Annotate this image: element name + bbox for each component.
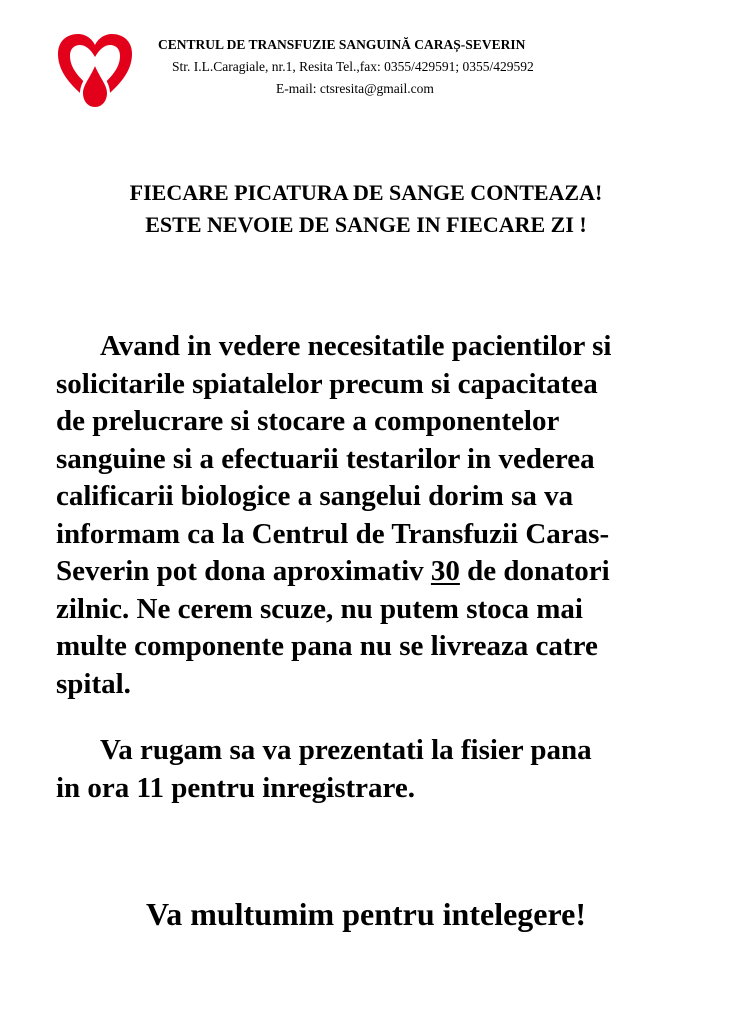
paragraph-line: Va rugam sa va prezentati la fisier pana	[100, 734, 592, 766]
paragraph-line: spital.	[56, 667, 131, 700]
organization-email: E-mail: ctsresita@gmail.com	[276, 81, 434, 96]
slogan-line-1: FIECARE PICATURA DE SANGE CONTEAZA!	[129, 180, 603, 205]
paragraph-line: in ora 11 pentru inregistrare.	[56, 771, 415, 804]
paragraph-line: de prelucrare si stocare a componentelor	[56, 405, 560, 437]
paragraph-line: solicitarile spiatalelor precum si capacitatea	[56, 367, 598, 400]
paragraph-line: calificarii biologice a sangelui dorim sa va	[56, 480, 574, 512]
paragraph-line: informam ca la Centrul de Transfuzii Caras-	[56, 517, 610, 550]
paragraph-line: multe componente pana nu se livreaza catre	[56, 630, 598, 662]
closing-thanks: Va multumim pentru intelegere!	[146, 896, 586, 932]
slogan-line-2: ESTE NEVOIE DE SANGE IN FIECARE ZI !	[145, 212, 587, 237]
paragraph-line	[56, 553, 696, 591]
logo	[52, 30, 138, 112]
paragraph-notice	[56, 328, 696, 703]
paragraph-line: zilnic. Ne cerem scuze, nu putem stoca mai	[56, 592, 583, 625]
paragraph-line: sanguine si a efectuarii testarilor in vederea	[56, 442, 595, 475]
organization-address: Str. I.L.Caragiale, nr.1, Resita Tel.,fax: 0355/429591; 0355/429592	[172, 59, 534, 74]
paragraph-registration	[56, 732, 696, 807]
paragraph-text: Severin pot dona aproximativ	[56, 555, 431, 587]
paragraph-line: Avand in vedere necesitatile pacientilor si	[100, 330, 612, 362]
organization-name: CENTRUL DE TRANSFUZIE SANGUINĂ CARAȘ-SEVERIN	[158, 37, 526, 52]
heart-blood-drop-icon	[52, 30, 138, 112]
paragraph-text: de donatori	[459, 555, 610, 587]
donor-count: 30	[430, 555, 460, 587]
